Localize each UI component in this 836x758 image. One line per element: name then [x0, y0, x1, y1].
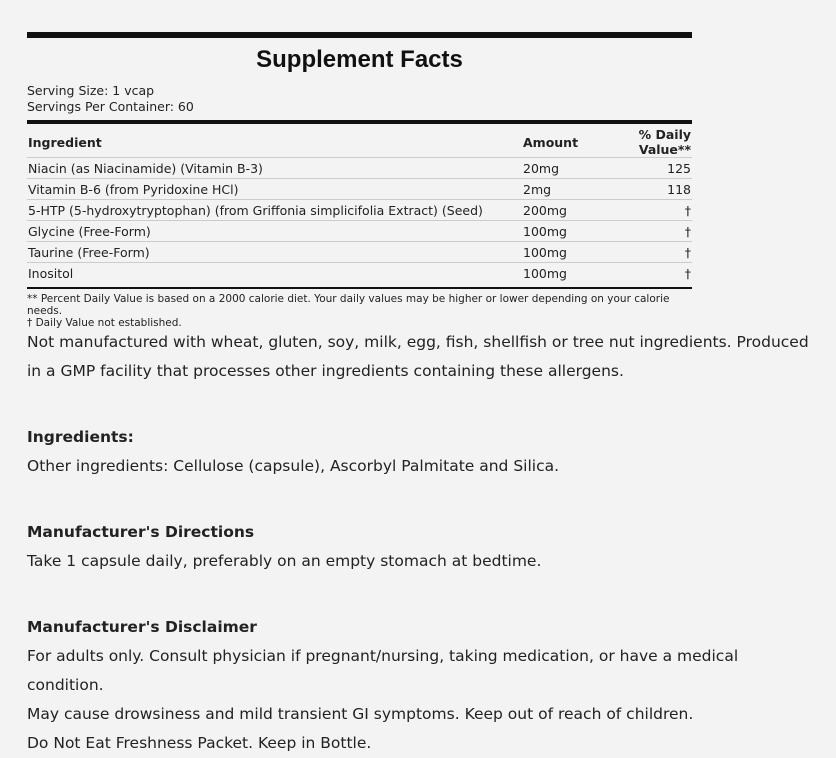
disclaimer-heading: Manufacturer's Disclaimer — [27, 618, 257, 636]
supplement-facts-panel — [27, 32, 692, 329]
servings-per-container: Servings Per Container: 60 — [27, 99, 194, 114]
product-details — [27, 328, 817, 758]
table-header-row — [27, 127, 692, 158]
ingredient-amount: 20mg — [522, 158, 598, 179]
top-rule — [27, 32, 692, 38]
serving-size: Serving Size: 1 vcap — [27, 83, 155, 98]
directions-section — [27, 518, 817, 576]
ingredient-name: Vitamin B-6 (from Pyridoxine HCl) — [27, 179, 522, 200]
ingredient-amount: 100mg — [522, 221, 598, 242]
table-row — [27, 221, 692, 242]
ingredient-name: Glycine (Free-Form) — [27, 221, 522, 242]
table-row — [27, 200, 692, 221]
serving-info — [27, 83, 692, 115]
ingredient-dv: † — [598, 242, 692, 263]
col-ingredient-header: Ingredient — [28, 134, 102, 150]
table-row — [27, 158, 692, 179]
footnotes — [27, 293, 692, 329]
table-row — [27, 179, 692, 200]
disclaimer-line: Do Not Eat Freshness Packet. Keep in Bottle. — [27, 734, 372, 752]
allergen-statement: Not manufactured with wheat, gluten, soy, milk, egg, fish, shellfish or tree nut ingredients. Produced in a GMP facility that processes other ingredients containing these allergens. — [27, 333, 809, 380]
directions-text: Take 1 capsule daily, preferably on an empty stomach at bedtime. — [27, 552, 542, 570]
ingredient-amount: 100mg — [522, 263, 598, 284]
disclaimer-line: For adults only. Consult physician if pregnant/nursing, taking medication, or have a medical condition. — [27, 647, 739, 694]
facts-title: Supplement Facts — [256, 46, 463, 73]
ingredients-heading: Ingredients: — [27, 428, 134, 446]
col-dv-header: % Daily Value** — [638, 127, 691, 157]
footnote-not-established: † Daily Value not established. — [27, 317, 182, 329]
footnote-daily-value: ** Percent Daily Value is based on a 2000 calorie diet. Your daily values may be higher or lower depending on your calorie needs. — [27, 293, 670, 317]
ingredient-amount: 100mg — [522, 242, 598, 263]
ingredient-dv: 118 — [598, 179, 692, 200]
serving-rule — [27, 120, 692, 124]
ingredient-dv: † — [598, 200, 692, 221]
ingredient-dv: 125 — [598, 158, 692, 179]
ingredient-table — [27, 127, 692, 283]
ingredients-text: Other ingredients: Cellulose (capsule), Ascorbyl Palmitate and Silica. — [27, 457, 560, 475]
disclaimer-section — [27, 613, 817, 758]
ingredient-name: 5-HTP (5-hydroxytryptophan) (from Griffonia simplicifolia Extract) (Seed) — [27, 200, 522, 221]
directions-heading: Manufacturer's Directions — [27, 523, 255, 541]
ingredient-amount: 2mg — [522, 179, 598, 200]
ingredient-name: Inositol — [27, 263, 522, 284]
table-row — [27, 242, 692, 263]
ingredient-dv: † — [598, 263, 692, 284]
disclaimer-line: May cause drowsiness and mild transient GI symptoms. Keep out of reach of children. — [27, 705, 694, 723]
col-amount-header: Amount — [523, 134, 579, 150]
ingredient-dv: † — [598, 221, 692, 242]
table-row — [27, 263, 692, 284]
ingredient-amount: 200mg — [522, 200, 598, 221]
ingredients-section — [27, 423, 817, 481]
ingredient-name: Niacin (as Niacinamide) (Vitamin B-3) — [27, 158, 522, 179]
footnote-rule — [27, 287, 692, 289]
ingredient-name: Taurine (Free-Form) — [27, 242, 522, 263]
